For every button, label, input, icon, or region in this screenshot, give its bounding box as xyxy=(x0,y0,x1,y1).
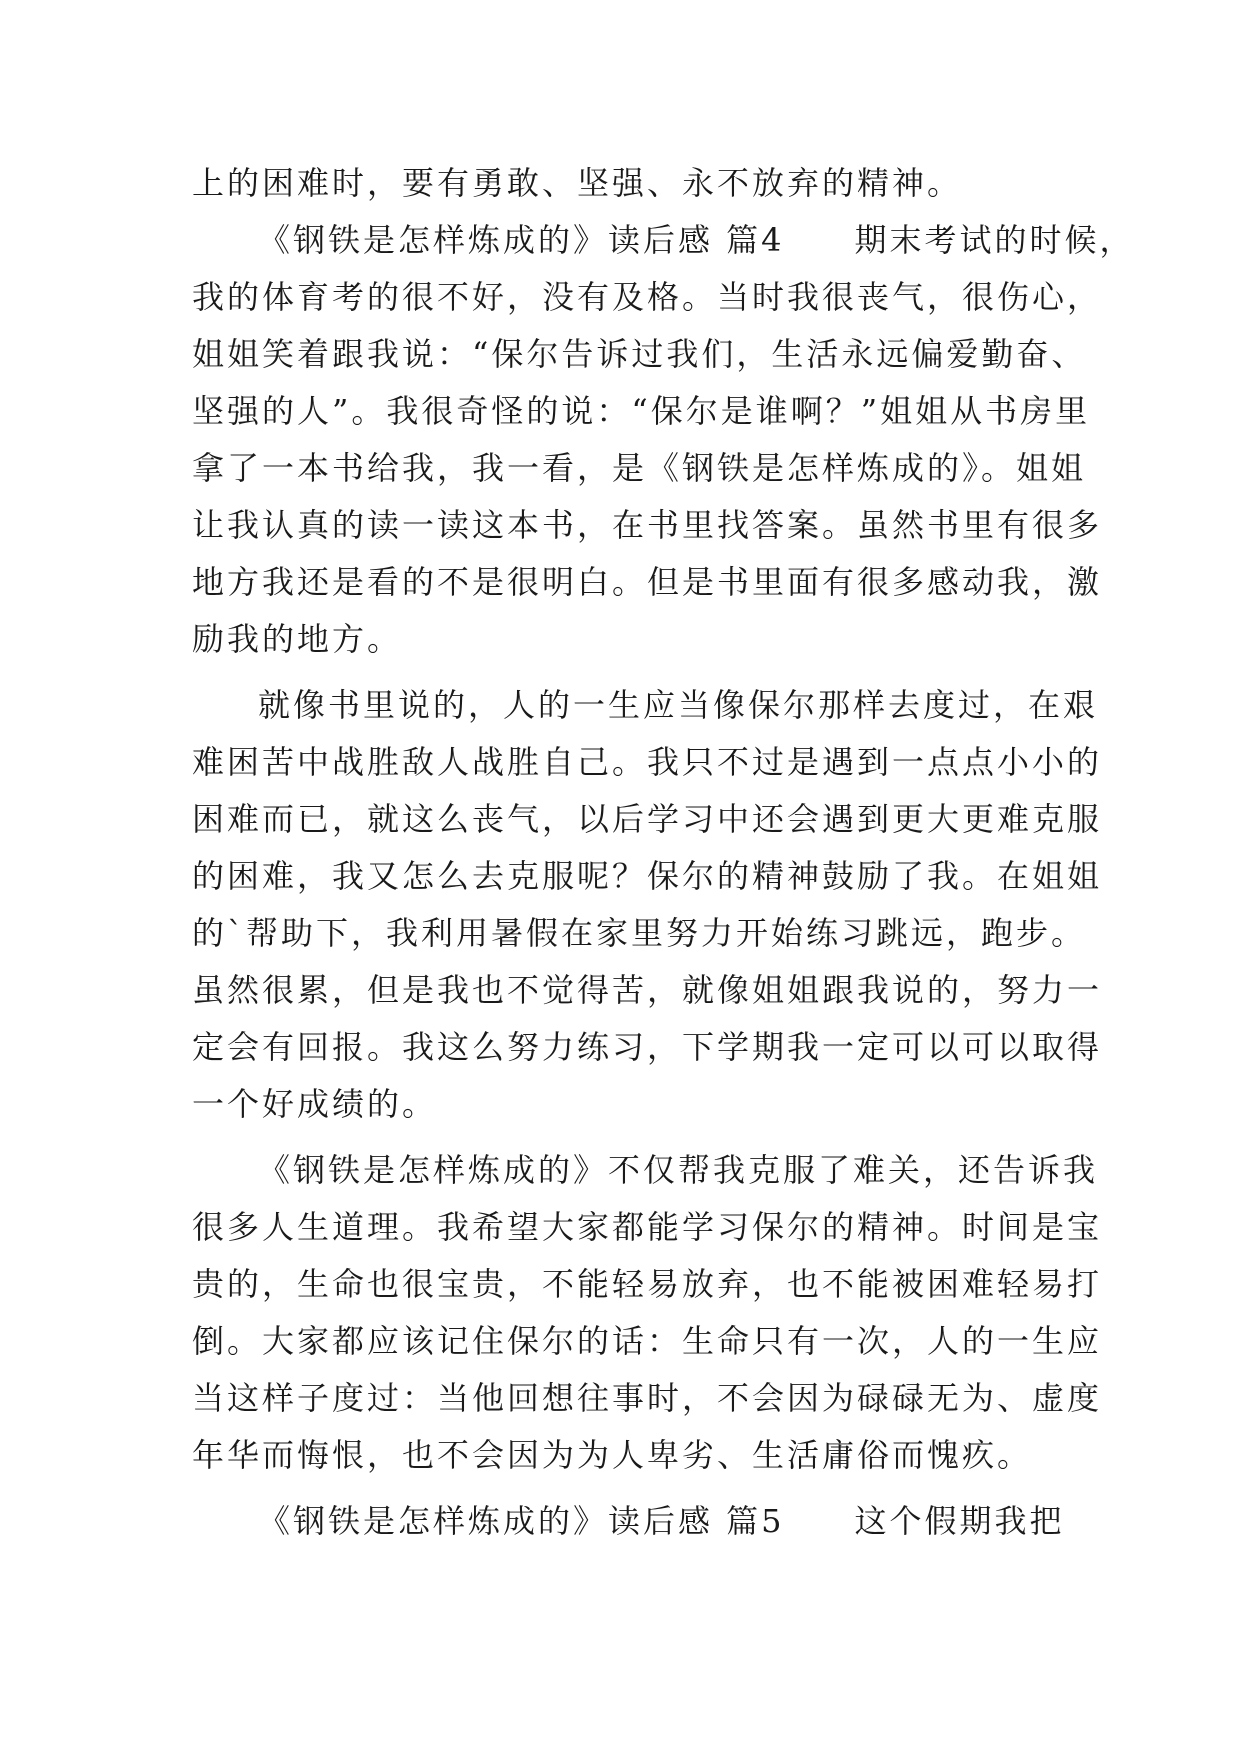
text-line: 让我认真的读一读这本书，在书里找答案。虽然书里有很多 xyxy=(192,506,1103,544)
text-line: 就像书里说的，人的一生应当像保尔那样去度过，在艰 xyxy=(258,686,1099,724)
text-line: 我的体育考的很不好，没有及格。当时我很丧气，很伤心， xyxy=(192,278,1103,316)
text-line: 贵的，生命也很宝贵，不能轻易放弃，也不能被困难轻易打 xyxy=(192,1265,1103,1303)
text-line: 难困苦中战胜敌人战胜自己。我只不过是遇到一点点小小的 xyxy=(192,743,1103,781)
text-line: 定会有回报。我这么努力练习，下学期我一定可以可以取得 xyxy=(192,1028,1103,1066)
text-line: 励我的地方。 xyxy=(192,620,403,658)
text-line: 坚强的人”。我很奇怪的说：“保尔是谁啊？”姐姐从书房里 xyxy=(192,392,1091,430)
text-line: 拿了一本书给我，我一看，是《钢铁是怎样炼成的》。姐姐 xyxy=(192,449,1087,487)
text-line: 《钢铁是怎样炼成的》读后感 篇4 期末考试的时候， xyxy=(258,221,1135,259)
text-line: 困难而已，就这么丧气，以后学习中还会遇到更大更难克服 xyxy=(192,800,1103,838)
text-line: 年华而悔恨，也不会因为为人卑劣、生活庸俗而愧疚。 xyxy=(192,1436,1033,1474)
text-line: 《钢铁是怎样炼成的》读后感 篇5 这个假期我把 xyxy=(258,1502,1065,1540)
text-line: 很多人生道理。我希望大家都能学习保尔的精神。时间是宝 xyxy=(192,1208,1103,1246)
text-line: 一个好成绩的。 xyxy=(192,1085,438,1123)
text-line: 虽然很累，但是我也不觉得苦，就像姐姐跟我说的，努力一 xyxy=(192,971,1103,1009)
text-line: 的困难，我又怎么去克服呢？保尔的精神鼓励了我。在姐姐 xyxy=(192,857,1103,895)
text-line: 姐姐笑着跟我说：“保尔告诉过我们，生活永远偏爱勤奋、 xyxy=(192,335,1087,373)
text-line: 《钢铁是怎样炼成的》不仅帮我克服了难关，还告诉我 xyxy=(258,1151,1099,1189)
text-line: 当这样子度过：当他回想往事时，不会因为碌碌无为、虚度 xyxy=(192,1379,1103,1417)
text-line: 上的困难时，要有勇敢、坚强、永不放弃的精神。 xyxy=(192,164,963,202)
text-line: 的`帮助下，我利用暑假在家里努力开始练习跳远，跑步。 xyxy=(192,914,1087,952)
text-line: 地方我还是看的不是很明白。但是书里面有很多感动我，激 xyxy=(192,563,1103,601)
text-line: 倒。大家都应该记住保尔的话：生命只有一次，人的一生应 xyxy=(192,1322,1103,1360)
